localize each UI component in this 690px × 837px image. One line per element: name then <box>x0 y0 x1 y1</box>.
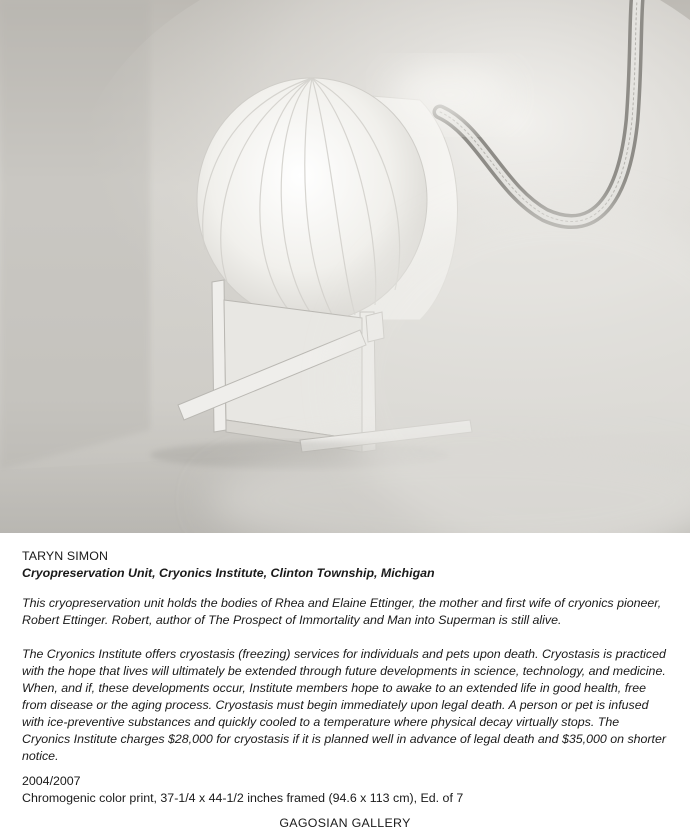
caption <box>22 548 670 807</box>
artist-name: TARYN SIMON <box>22 549 109 563</box>
artwork-date: 2004/2007 <box>22 774 81 788</box>
artwork-title: Cryopreservation Unit, Cryonics Institute, Clinton Township, Michigan <box>22 566 435 580</box>
description-paragraph-1: This cryopreservation unit holds the bodies of Rhea and Elaine Ettinger, the mother and first wife of cryonics pioneer, Robert Ettinger. Robert, author of The Prospect of Immortality and Man into Superman is still alive. <box>22 596 662 627</box>
gallery-name: GAGOSIAN GALLERY <box>279 816 411 830</box>
artwork-medium: Chromogenic color print, 37-1/4 x 44-1/2 inches framed (94.6 x 113 cm), Ed. of 7 <box>22 791 464 805</box>
description-paragraph-2: The Cryonics Institute offers cryostasis (freezing) services for individuals and pets upon death. Cryostasis is practiced with the hope that lives will ultimately be extended through future developments in science, technology, and medicine. When, and if, these developments occur, Institute members hope to awake to an extended life in good health, free from disease or the aging process. Cryostasis must begin immediately upon legal death. A person or pet is infused with ice-preventive substances and quickly cooled to a temperature where physical decay virtually stops. The Cryonics Institute charges $28,000 for cryostasis if it is planned well in advance of legal death and $35,000 on shorter notice. <box>22 647 667 763</box>
